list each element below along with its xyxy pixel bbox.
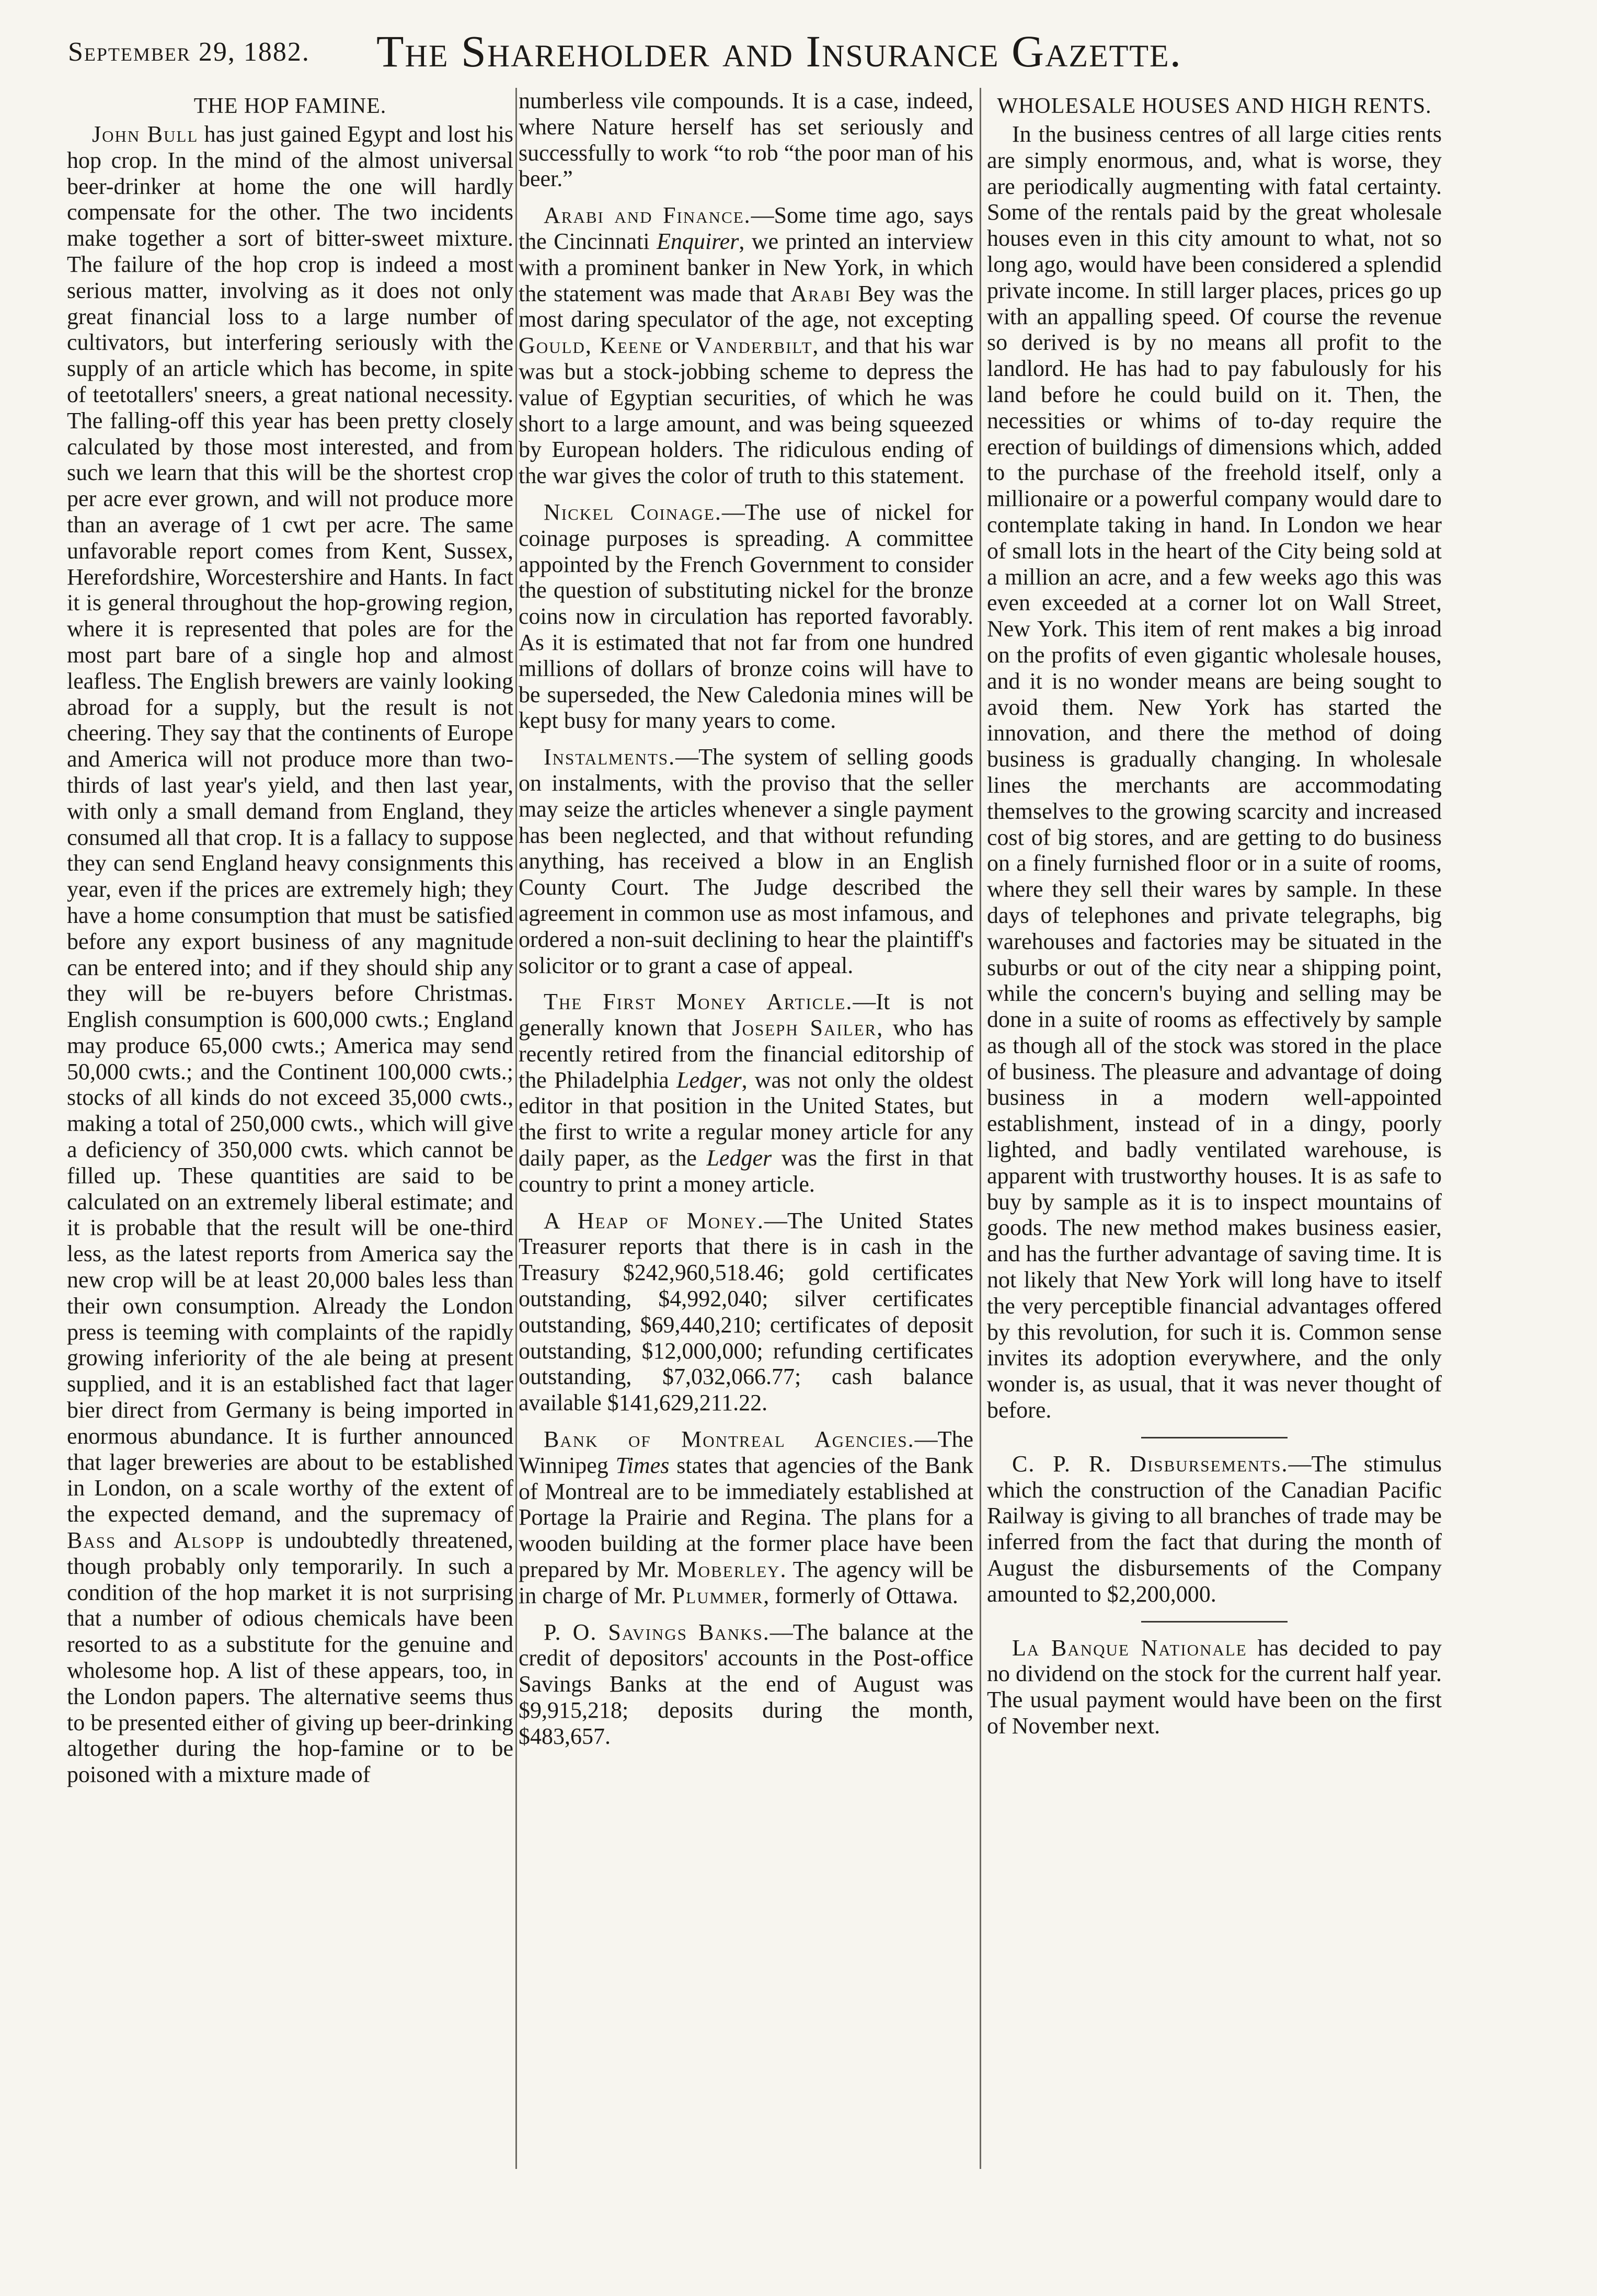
column-divider-1	[515, 88, 517, 2169]
item-savings-banks: P. O. Savings Banks.—The balance at the credit of depositors' accounts in the Post-office Savings Banks at the end of August was $9,915,218; deposits during the month, $483,657.	[519, 1619, 973, 1749]
column-news-items	[519, 88, 973, 1760]
item-title: Bank of Montreal Agencies.	[544, 1426, 915, 1453]
newspaper-title: The Shareholder and Insurance Gazette.	[376, 26, 1182, 76]
item-title: P. O. Savings Banks.	[544, 1619, 770, 1645]
item-instalments: Instalments.—The system of selling goods on instalments, with the proviso that the seller may seize the articles whenever a single payment has been neglected, and that without refunding anything, has received a blow in an English County Court. The Judge described the agreement in common use as most infamous, and ordered a non-suit declining to hear the plaintiff's solicitor or to grant a case of appeal.	[519, 744, 973, 978]
lead-name: John Bull	[92, 121, 199, 147]
item-arabi-finance: Arabi and Finance.—Some time ago, says the Cincinnati Enquirer, we printed an interview with a prominent banker in New York, in which the statement was made that Arabi Bey was the most daring speculator of the age, not excepting Gould, Keene or Vanderbilt, and that his war was but a stock-jobbing scheme to depress the value of Egyptian securities, of which he was short to a large amount, and was being squeezed by European holders. The ridiculous ending of the war gives the color of truth to this statement.	[519, 202, 974, 489]
item-title: Arabi and Finance.	[544, 202, 751, 229]
column-wholesale-houses	[987, 88, 1442, 1749]
item-bank-of-montreal: Bank of Montreal Agencies.—The Winnipeg Times states that agencies of the Bank of Montreal are to be immediately established at Portage la Prairie and Regina. The plans for a wooden building at the former place have been prepared by Mr. Moberley. The agency will be in charge of Mr. Plummer, formerly of Ottawa.	[519, 1426, 974, 1608]
item-title: C. P. R. Disbursements.	[1012, 1450, 1289, 1477]
column-divider-2	[980, 88, 981, 2169]
item-title: Instalments.	[544, 744, 676, 770]
item-heap-of-money: A Heap of Money.—The United States Treasurer reports that there is in cash in the Treasury $242,960,518.46; gold certificates outstanding, $4,992,040; silver certificates outstanding, $69,440,210; certificates of deposit outstanding, $12,000,000; refunding certificates outstanding, $7,032,066.77; cash balance available $141,629,211.22.	[519, 1207, 973, 1416]
continued-text: numberless vile compounds. It is a case, indeed, where Nature herself has set seriously and successfully to work “to rob “the poor man of his beer.”	[519, 88, 973, 192]
item-first-money-article: The First Money Article.—It is not generally known that Joseph Sailer, who has recently retired from the financial editorship of the Philadelphia Ledger, was not only the oldest editor in that position in the United States, but the first to write a regular money article for any daily paper, as the Ledger was the first in that country to print a money article.	[519, 989, 974, 1197]
item-banque-nationale: La Banque Nationale has decided to pay no dividend on the stock for the current half year. The usual payment would have been on the first of November next.	[987, 1635, 1442, 1739]
item-title: A Heap of Money.	[544, 1207, 764, 1233]
column-hop-famine	[67, 88, 513, 1788]
item-cpr-disbursements: C. P. R. Disbursements.—The stimulus which the construction of the Canadian Pacific Railway is giving to all branches of trade may be inferred from the fact that during the month of August the disbursements of the Company amounted to $2,200,000.	[987, 1450, 1442, 1607]
article-body-hop-famine: John Bull has just gained Egypt and lost his hop crop. In the mind of the almost universal beer-drinker at home the one will hardly compensate for the other. The two incidents make together a sort of bitter-sweet mixture. The failure of the hop crop is indeed a most serious matter, involving as it does not only great financial loss to a large number of cultivators, but interfering seriously with the supply of an article which has become, in spite of teetotallers' sneers, a great national necessity. The falling-off this year has been pretty closely calculated by those most interested, and from such we learn that this will be the shortest crop per acre ever grown, and will not produce more than an average of 1 cwt per acre. The same unfavorable report comes from Kent, Sussex, Herefordshire, Worcestershire and Hants. In fact it is general throughout the hop-growing region, where it is represented that poles are for the most part bare of a single hop and almost leafless. The English brewers are vainly looking abroad for a supply, but the result is not cheering. They say that the continents of Europe and America will not produce more than two-thirds of last year's yield, and then last year, with only a small demand from England, they consumed all that crop. It is a fallacy to suppose they can send England heavy consignments this year, even if the prices are extremely high; they have a home consumption that must be satisfied before any export business of any magnitude can be entered into; and if they should ship any they will be re-buyers before Christmas. English consumption is 600,000 cwts.; England may produce 65,000 cwts.; America may send 50,000 cwts.; and the Continent 100,000 cwts.; stocks of all kinds do not exceed 35,000 cwts., making a total of 250,000 cwts., which will give a deficiency of 350,000 cwts. which cannot be filled up. These quantities are said to be calculated on an extremely liberal estimate; and it is probable that the result will be one-third less, as the latest reports from America say the new crop will be at least 20,000 bales less than their own consumption. Already the London press is teeming with complaints of the rapidly growing inferiority of the ale being at present supplied, and it is an established fact that lager bier direct from Germany is being imported in enormous abundance. It is further announced that lager breweries are about to be established in London, on a scale worthy of the extent of the expected demand, and the supremacy of Bass and Alsopp is undoubtedly threatened, though probably only temporarily. In such a condition of the hop market it is not surprising that a number of odious chemicals have been resorted to as a substitute for the genuine and wholesome hop. A list of these appears, too, in the London papers. The alternative seems thus to be presented either of giving up beer-drinking altogether during the hop-famine or to be poisoned with a mixture made of	[67, 121, 514, 1788]
item-title: La Banque Nationale	[1012, 1635, 1247, 1661]
article-heading-hop-famine: THE HOP FAMINE.	[193, 94, 387, 118]
item-nickel-coinage: Nickel Coinage.—The use of nickel for coinage purposes is spreading. A committee appointed by the French Government to consider the question of substituting nickel for the bronze coins now in circulation has reported favorably. As it is estimated that not far from one hundred millions of dollars of bronze coins will have to be superseded, the New Caledonia mines will be kept busy for many years to come.	[519, 499, 973, 734]
article-heading-wholesale-houses: WHOLESALE HOUSES AND HIGH RENTS.	[997, 94, 1432, 118]
issue-date: September 29, 1882.	[68, 37, 310, 67]
masthead	[68, 25, 1553, 77]
item-title: Nickel Coinage.	[544, 499, 722, 525]
section-separator	[1141, 1621, 1288, 1623]
article-body-wholesale-houses: In the business centres of all large cities rents are simply enormous, and, what is worse, they are periodically augmenting with fatal certainty. Some of the rentals paid by the great wholesale houses even in this city amount to what, not so long ago, would have been considered a splendid private income. In still larger places, prices go up with an appalling speed. Of course the revenue so derived is by no means all profit to the landlord. He has had to pay fabulously for his land before he could build on it. Then, the necessities or whims of to-day require the erection of buildings of dimensions which, added to the purchase of the freehold itself, only a millionaire or a powerful company would dare to contemplate taking in hand. In London we hear of small lots in the heart of the City being sold at a million an acre, and a few weeks ago this was even exceeded at a corner lot on Wall Street, New York. This item of rent makes a big inroad on the profits of even gigantic wholesale houses, and it is no wonder means are being sought to avoid them. New York has started the innovation, and there the method of doing business is gradually changing. In wholesale lines the merchants are accommodating themselves to the growing scarcity and increased cost of big stores, and are getting to do business on a finely furnished floor or in a suite of rooms, where they sell their wares by sample. In these days of telephones and private telegraphs, big warehouses and factories may be situated in the suburbs or out of the city near a shipping point, while the concern's buying and selling may be done in a suite of rooms as effectively by sample as though all of the stock was stored in the place of business. The pleasure and advantage of doing business in a modern well-appointed establishment, instead of in a dingy, poorly lighted, and badly ventilated warehouse, is apparent with trustworthy houses. It is as safe to buy by sample as it is to inspect mountains of goods. The new method makes business easier, and has the further advantage of saving time. It is not likely that New York will long have to itself the very perceptible financial advantages offered by this revolution, for such it is. Common sense invites its adoption everywhere, and the only wonder is, as usual, that it was never thought of before.	[987, 121, 1442, 1423]
section-separator	[1141, 1437, 1288, 1438]
item-title: The First Money Article.	[544, 989, 853, 1015]
